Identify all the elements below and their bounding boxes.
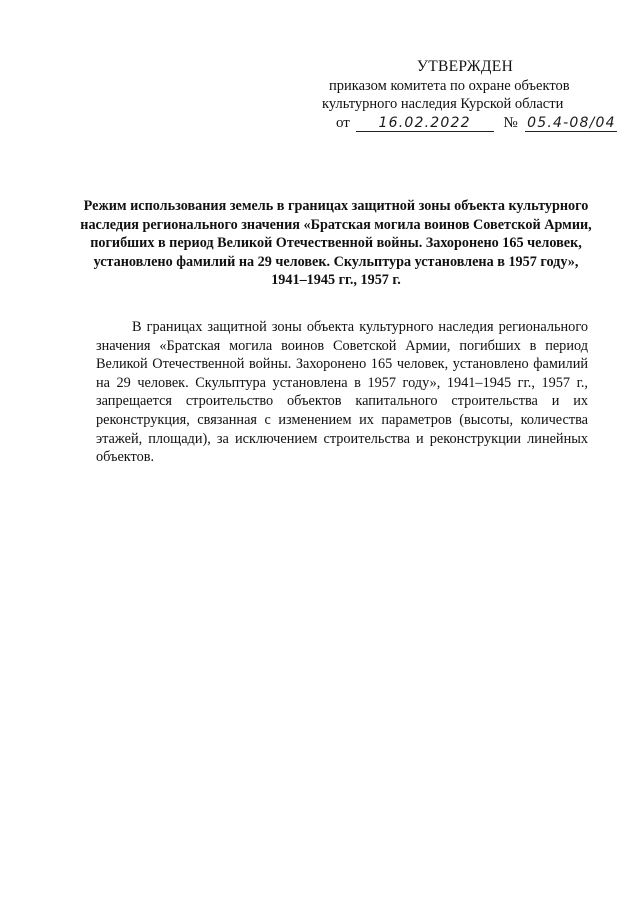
handwritten-date: 16.02.2022 [356, 115, 494, 132]
date-prefix: от [336, 115, 350, 131]
document-body-paragraph: В границах защитной зоны объекта культурного наследия регионального значения «Братская могила воинов Советской Армии, погибших в период Великой Отечественной войны. Захоронено 165 человек, установлено фамилий на 29 человек. Скульптура установлена в 1957 году», 1941–1945 гг., 1957 г., запрещается строительство объектов капитального строительства и их реконструкция, связанная с изменением их параметров (высоты, количества этажей, площади), за исключением строительства и реконструкции линейных объектов. [96, 319, 588, 466]
approval-date-line [320, 114, 616, 132]
approval-line-2: культурного наследия Курской области [322, 96, 564, 112]
handwritten-number: 05.4-08/04 [527, 115, 616, 131]
approval-stamp [320, 58, 616, 132]
approval-title: УТВЕРЖДЕН [416, 58, 514, 75]
approval-line-1: приказом комитета по охране объектов [329, 78, 570, 94]
document-heading: Режим использования земель в границах защитной зоны объекта культурного наследия регионального значения «Братская могила воинов Советской Армии, погибших в период Великой Отечественной войны. Захоронено 165 человек, установлено фамилий на 29 человек. Скульптура установлена в 1957 году», 1941–1945 гг., 1957 г. [80, 198, 592, 288]
number-prefix: № [503, 115, 518, 131]
